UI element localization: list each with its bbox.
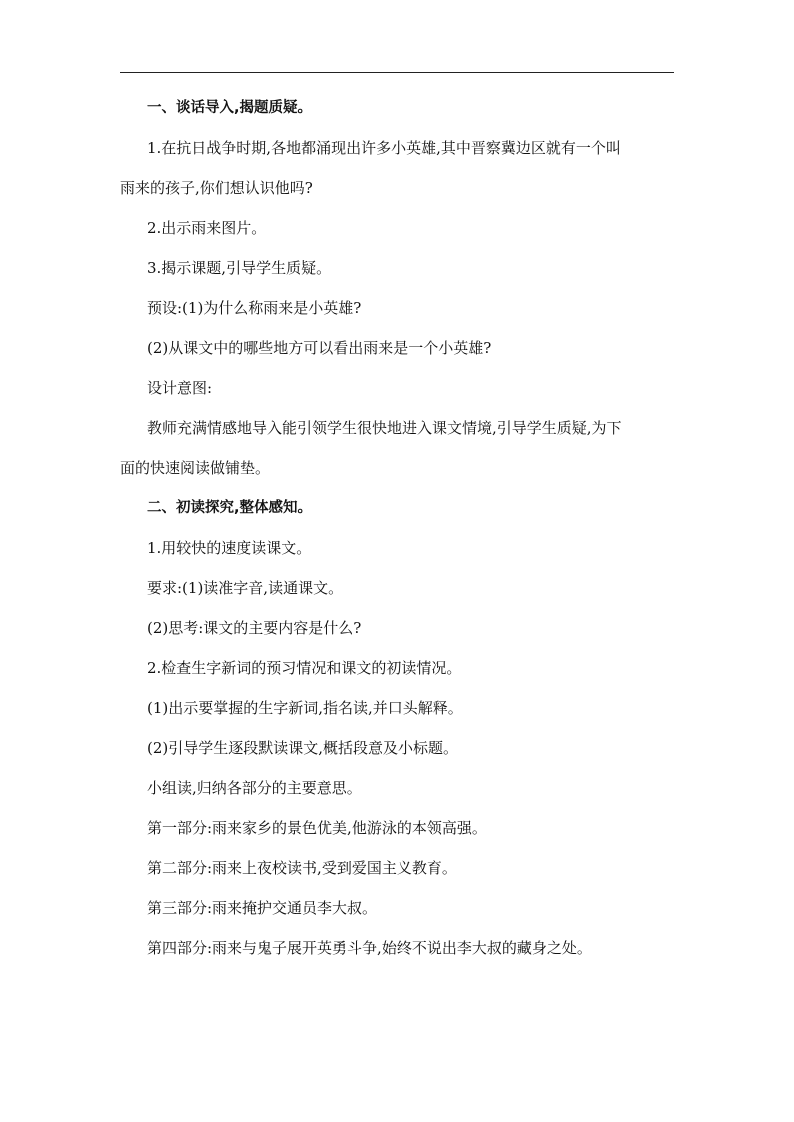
paragraph-line: 3.揭示课题,引导学生质疑。 bbox=[147, 259, 332, 277]
paragraph-line: 教师充满情感地导入能引领学生很快地进入课文情境,引导学生质疑,为下 bbox=[147, 419, 622, 437]
paragraph-line: 第二部分:雨来上夜校读书,受到爱国主义教育。 bbox=[147, 859, 457, 877]
paragraph-line: 第一部分:雨来家乡的景色优美,他游泳的本领高强。 bbox=[147, 819, 487, 837]
paragraph-line: 2.出示雨来图片。 bbox=[147, 219, 267, 237]
paragraph-line: 雨来的孩子,你们想认识他吗? bbox=[120, 179, 313, 197]
paragraph-line: 第三部分:雨来掩护交通员李大叔。 bbox=[147, 899, 378, 917]
paragraph-line: 设计意图: bbox=[147, 379, 213, 397]
section-heading: 二、初读探究,整体感知。 bbox=[147, 500, 313, 516]
paragraph-line: 2.检查生字新词的预习情况和课文的初读情况。 bbox=[147, 659, 462, 677]
paragraph-line: (1)出示要掌握的生字新词,指名读,并口头解释。 bbox=[147, 699, 463, 717]
paragraph-line: 小组读,归纳各部分的主要意思。 bbox=[147, 779, 362, 797]
paragraph-line: (2)引导学生逐段默读课文,概括段意及小标题。 bbox=[147, 739, 459, 757]
paragraph-line: (2)思考:课文的主要内容是什么? bbox=[147, 619, 362, 637]
paragraph-line: (2)从课文中的哪些地方可以看出雨来是一个小英雄? bbox=[147, 339, 492, 357]
document-body bbox=[120, 98, 674, 959]
paragraph-line: 预设:(1)为什么称雨来是小英雄? bbox=[147, 299, 362, 317]
paragraph-line: 第四部分:雨来与鬼子展开英勇斗争,始终不说出李大叔的藏身之处。 bbox=[147, 939, 592, 957]
paragraph-line: 要求:(1)读准字音,读通课文。 bbox=[147, 579, 344, 597]
header-rule bbox=[120, 72, 674, 73]
paragraph-line: 1.用较快的速度读课文。 bbox=[147, 539, 312, 557]
paragraph-line: 面的快速阅读做铺垫。 bbox=[120, 459, 271, 477]
paragraph-line: 1.在抗日战争时期,各地都涌现出许多小英雄,其中晋察冀边区就有一个叫 bbox=[147, 139, 621, 157]
section-heading: 一、谈话导入,揭题质疑。 bbox=[147, 100, 313, 116]
